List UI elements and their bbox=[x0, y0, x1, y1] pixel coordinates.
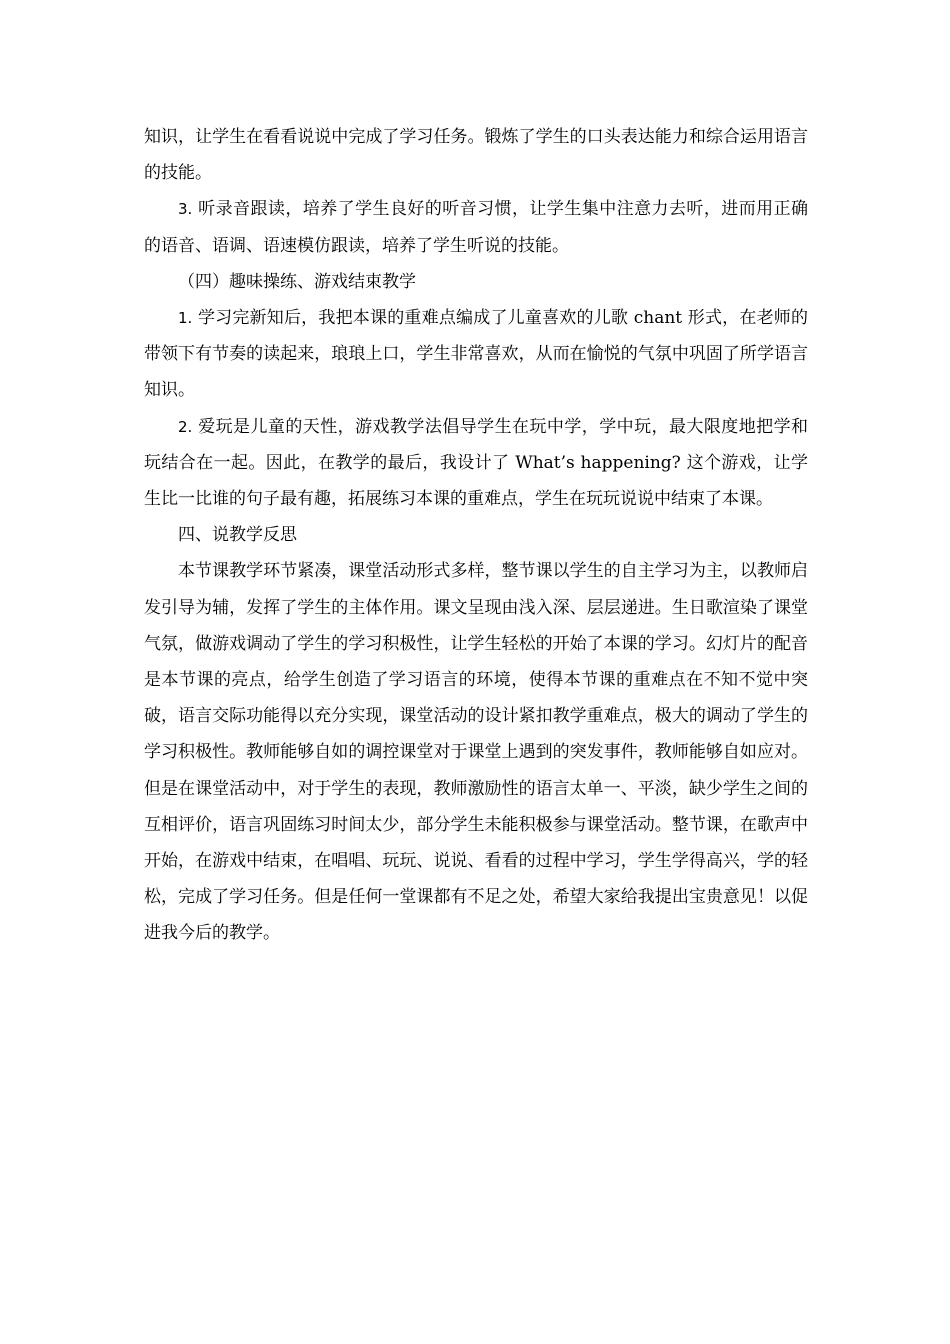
paragraph-1 bbox=[144, 119, 808, 191]
paragraph-7 bbox=[144, 553, 808, 951]
list-number: 2. bbox=[178, 417, 193, 436]
paragraph-text: 爱玩是儿童的天性，游戏教学法倡导学生在玩中学，学中玩，最大限度地把学和玩结合在一起。因此，在教学的最后，我设计了 What’s happening? 这个游戏，让学生比一比谁的句子最有趣，拓展练习本课的重难点，学生在玩玩说说中结束了本课。 bbox=[144, 416, 808, 510]
list-number: 1. bbox=[178, 309, 193, 328]
paragraph-text: 听录音跟读，培养了学生良好的听音习惯，让学生集中注意力去听，进而用正确的语音、语调、语速模仿跟读，培养了学生听说的技能。 bbox=[144, 199, 808, 256]
section-heading-4 bbox=[144, 264, 808, 300]
paragraph-text: 本节课教学环节紧凑，课堂活动形式多样，整节课以学生的自主学习为主，以教师启发引导为辅，发挥了学生的主体作用。课文呈现由浅入深、层层递进。生日歌渲染了课堂气氛，做游戏调动了学生的学习积极性，让学生轻松的开始了本课的学习。幻灯片的配音是本节课的亮点，给学生创造了学习语言的环境，使得本节课的重难点在不知不觉中突破，语言交际功能得以充分实现，课堂活动的设计紧扣教学重难点，极大的调动了学生的学习积极性。教师能够自如的调控课堂对于课堂上遇到的突发事件，教师能够自如应对。但是在课堂活动中，对于学生的表现，教师激励性的语言太单一、平淡，缺少学生之间的互相评价，语言巩固练习时间太少，部分学生未能积极参与课堂活动。整节课，在歌声中开始，在游戏中结束，在唱唱、玩玩、说说、看看的过程中学习，学生学得高兴，学的轻松，完成了学习任务。但是任何一堂课都有不足之处，希望大家给我提出宝贵意见！以促进我今后的教学。 bbox=[144, 561, 808, 944]
paragraph-5 bbox=[144, 409, 808, 518]
section-heading-reflection bbox=[144, 517, 808, 553]
paragraph-2 bbox=[144, 191, 808, 263]
paragraph-text: 学习完新知后，我把本课的重难点编成了儿童喜欢的儿歌 chant 形式，在老师的带领下有节奏的读起来，琅琅上口，学生非常喜欢，从而在愉悦的气氛中巩固了所学语言知识。 bbox=[144, 308, 808, 401]
paragraph-4 bbox=[144, 300, 808, 409]
list-number: 3. bbox=[178, 200, 193, 219]
heading-text: 四、说教学反思 bbox=[178, 525, 297, 546]
heading-text: （四）趣味操练、游戏结束教学 bbox=[178, 271, 416, 292]
paragraph-text: 知识，让学生在看看说说中完成了学习任务。锻炼了学生的口头表达能力和综合运用语言的技能。 bbox=[144, 127, 808, 184]
document-body bbox=[144, 119, 808, 952]
